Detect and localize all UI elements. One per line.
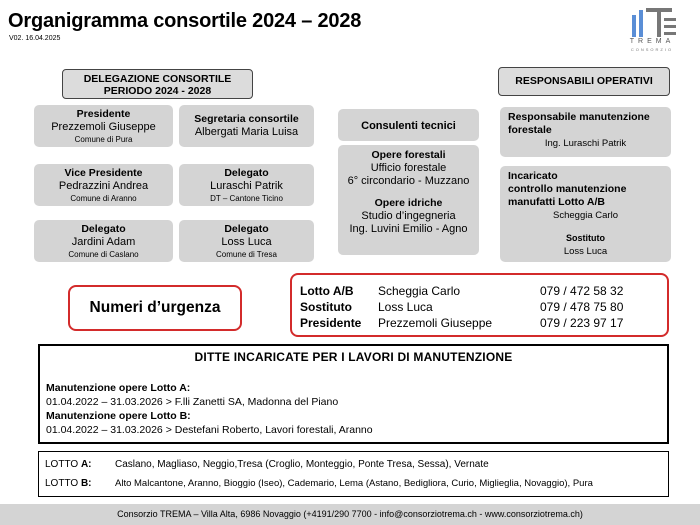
member-delegato-luraschi (179, 164, 314, 206)
sostituto-name: Loss Luca (563, 246, 608, 257)
urgenza-key: Sostituto (300, 300, 352, 314)
lotto-b-text: Alto Malcantone, Aranno, Bioggio (Iseo), Cademario, Lema (Astano, Bedigliora, Curio, Miglieglia, Novaggio), Pura (115, 478, 593, 489)
lotto-a-text: Caslano, Magliaso, Neggio,Tresa (Croglio, Monteggio, Ponte Tresa, Sessa), Vernate (115, 459, 489, 470)
member-location: Comune di Caslano (68, 250, 139, 259)
member-location: Comune di Tresa (216, 250, 277, 259)
member-name: Luraschi Patrik (210, 180, 283, 192)
lotto-a-text: 01.04.2022 – 31.03.2026 > F.lli Zanetti SA, Madonna del Piano (46, 396, 339, 408)
delegazione-heading-line2: PERIODO 2024 - 2028 (103, 85, 212, 97)
incaricato-name: Scheggia Carlo (553, 210, 618, 221)
member-presidente (34, 105, 173, 147)
forestali-line1: Ufficio forestale (370, 162, 447, 174)
member-role: Presidente (76, 108, 131, 120)
consulenti-box (338, 145, 479, 255)
responsabili-heading-label: RESPONSABILI OPERATIVI (515, 75, 653, 87)
urgenza-name: Scheggia Carlo (378, 284, 461, 298)
urgenza-phone[interactable]: 079 / 478 75 80 (540, 300, 624, 314)
member-location: Comune di Pura (74, 135, 133, 144)
logo-subtext: CONSORZIO (630, 47, 674, 52)
incaricato-line2: controllo manutenzione (508, 183, 627, 195)
idriche-title: Opere idriche (374, 197, 443, 209)
urgenza-phone[interactable]: 079 / 472 58 32 (540, 284, 624, 298)
sostituto-label: Sostituto (566, 233, 605, 243)
member-name: Prezzemoli Giuseppe (51, 121, 156, 133)
logo-text: TREMA (629, 38, 675, 45)
ditte-box (38, 344, 669, 444)
lotto-a-word: LOTTO (45, 459, 79, 470)
urgenza-key: Lotto A/B (300, 284, 354, 298)
urgenza-key: Presidente (300, 316, 362, 330)
member-delegato-loss (179, 220, 314, 262)
member-location: Comune di Aranno (70, 194, 137, 203)
urgenza-name: Prezzemoli Giuseppe (378, 316, 493, 330)
incaricato-box (500, 166, 671, 262)
footer: Consorzio TREMA – Villa Alta, 6986 Novaggio (+4191/290 7700 - info@consorziotrema.ch - www.consorziotrema.ch) (0, 504, 700, 525)
urgenza-table (290, 273, 669, 337)
member-role: Delegato (224, 167, 269, 179)
responsabile-manutenzione-box (500, 107, 671, 157)
member-role: Delegato (224, 223, 269, 235)
member-vice-presidente (34, 164, 173, 206)
idriche-line1: Studio d’ingegneria (361, 210, 456, 222)
lotto-b-heading: Manutenzione opere Lotto B: (46, 410, 191, 422)
lotti-box (38, 451, 669, 497)
lotto-b-letter: B: (80, 478, 92, 489)
responsabili-heading (498, 67, 670, 96)
forestali-line2: 6° circondario - Muzzano (347, 175, 470, 187)
incaricato-line3: manufatti Lotto A/B (508, 196, 606, 208)
manutenzione-role-line1: Responsabile manutenzione (508, 111, 650, 123)
member-role: Segretaria consortile (194, 113, 299, 125)
urgenza-phone[interactable]: 079 / 223 97 17 (540, 316, 624, 330)
member-delegato-jardini (34, 220, 173, 262)
delegazione-heading (62, 69, 253, 99)
member-role: Delegato (81, 223, 126, 235)
member-location: DT – Cantone Ticino (210, 194, 283, 203)
member-name: Loss Luca (221, 236, 272, 248)
member-name: Albergati Maria Luisa (194, 126, 299, 138)
manutenzione-role-line2: forestale (508, 124, 552, 136)
page-title: Organigramma consortile 2024 – 2028 (8, 10, 362, 32)
member-name: Pedrazzini Andrea (58, 180, 149, 192)
lotto-a-label (45, 459, 92, 470)
lotto-a-heading: Manutenzione opere Lotto A: (46, 382, 191, 394)
member-name: Jardini Adam (71, 236, 136, 248)
lotto-b-text: 01.04.2022 – 31.03.2026 > Destefani Roberto, Lavori forestali, Aranno (46, 424, 373, 436)
lotto-b-word: LOTTO (45, 478, 79, 489)
incaricato-line1: Incaricato (508, 170, 558, 182)
lotto-a-letter: A: (80, 459, 92, 470)
lotto-b-label (45, 478, 92, 489)
consulenti-heading (338, 109, 479, 141)
manutenzione-name: Ing. Luraschi Patrik (544, 138, 627, 149)
delegazione-heading-line1: DELEGAZIONE CONSORTILE (83, 73, 232, 85)
member-segretaria (179, 105, 314, 147)
urgenza-label: Numeri d’urgenza (68, 285, 242, 331)
version-label: V02. 16.04.2025 (9, 35, 61, 42)
member-role: Vice Presidente (64, 167, 143, 179)
idriche-line2: Ing. Luvini Emilio - Agno (349, 223, 468, 235)
forestali-title: Opere forestali (371, 149, 446, 161)
urgenza-name: Loss Luca (378, 300, 433, 314)
ditte-title: DITTE INCARICATE PER I LAVORI DI MANUTENZIONE (194, 350, 513, 364)
consulenti-heading-label: Consulenti tecnici (361, 120, 456, 132)
